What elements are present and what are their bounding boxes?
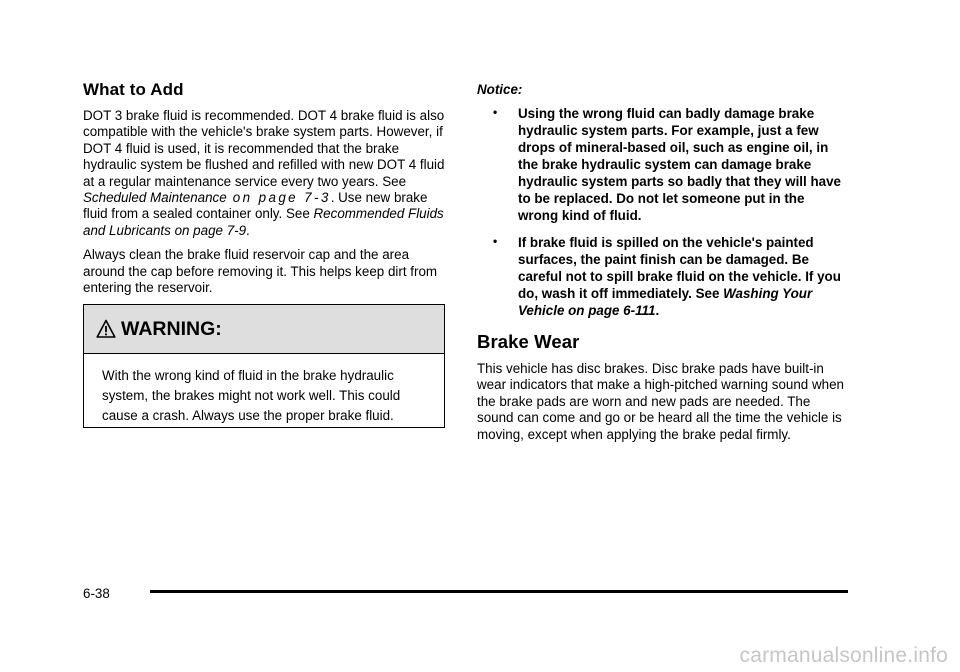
section-heading-what-to-add: What to Add [83, 80, 184, 99]
left-column [83, 80, 448, 304]
notice-list [477, 105, 847, 319]
watermark: carmanualsonline.info [739, 644, 948, 667]
warning-title: WARNING: [121, 317, 222, 340]
paragraph-brake-wear: This vehicle has disc brakes. Disc brake pads have built-in wear indicators that make a high-pitched warning sound when the brake pads are worn and new pads are needed. The sound can come and go or be heard all the time the vehicle is moving, except when applying the brake pedal firmly. [477, 361, 844, 442]
list-item [477, 105, 847, 224]
paragraph-clean-reservoir: Always clean the brake fluid reservoir cap and the area around the cap before removing it. This helps keep dirt from entering the reservoir. [83, 247, 438, 296]
bullet-icon: • [493, 234, 498, 248]
notice-bullet-text: If brake fluid is spilled on the vehicle's painted surfaces, the paint finish can be damaged. Be careful not to spill brake fluid on the vehicle. If you do, wash it off immediately. See [518, 235, 841, 301]
notice-bullet-text: Using the wrong fluid can badly damage brake hydraulic system parts. For example, just a few drops of mineral-based oil, such as engine oil, in the brake hydraulic system can damage brake hydraulic system parts so badly that they will have to be replaced. Do not let someone put in the wrong kind of fluid. [518, 106, 841, 223]
notice-label: Notice: [477, 82, 523, 97]
section-heading-brake-wear: Brake Wear [477, 331, 580, 352]
bullet-icon: • [493, 105, 498, 119]
warning-text: With the wrong kind of fluid in the brake hydraulic system, the brakes might not work well. This could cause a crash. Always use the proper brake fluid. [102, 368, 401, 423]
paragraph-brake-fluid-type [83, 108, 448, 239]
cross-reference-recommended-fluids[interactable]: Recommended Fluids and Lubricants on page 7-9 [83, 206, 444, 238]
warning-header [84, 305, 444, 354]
warning-triangle-icon [96, 319, 116, 339]
cross-reference-scheduled-maintenance[interactable]: Scheduled Maintenance [83, 190, 227, 206]
paragraph-text: DOT 3 brake fluid is recommended. DOT 4 brake fluid is also compatible with the vehicle's brake system parts. However, if DOT 4 fluid is used, it is recommended that the brake hydraulic system be flushed and refilled with new DOT 4 fluid at a regular maintenance service every two years. See [83, 108, 445, 189]
paragraph-text: . [246, 222, 250, 238]
warning-box [83, 304, 445, 428]
cross-reference-page-7-3[interactable]: on page 7-3 [226, 190, 331, 206]
list-item [477, 234, 847, 319]
notice-bullet-end: . [655, 303, 660, 318]
cross-reference-washing-vehicle[interactable]: Washing Your Vehicle on page 6-111 [518, 286, 813, 318]
footer-rule [150, 590, 848, 593]
right-column [477, 82, 847, 451]
paragraph-text: . Use new brake fluid from a sealed container only. See [83, 190, 428, 222]
page-number: 6-38 [83, 586, 110, 601]
